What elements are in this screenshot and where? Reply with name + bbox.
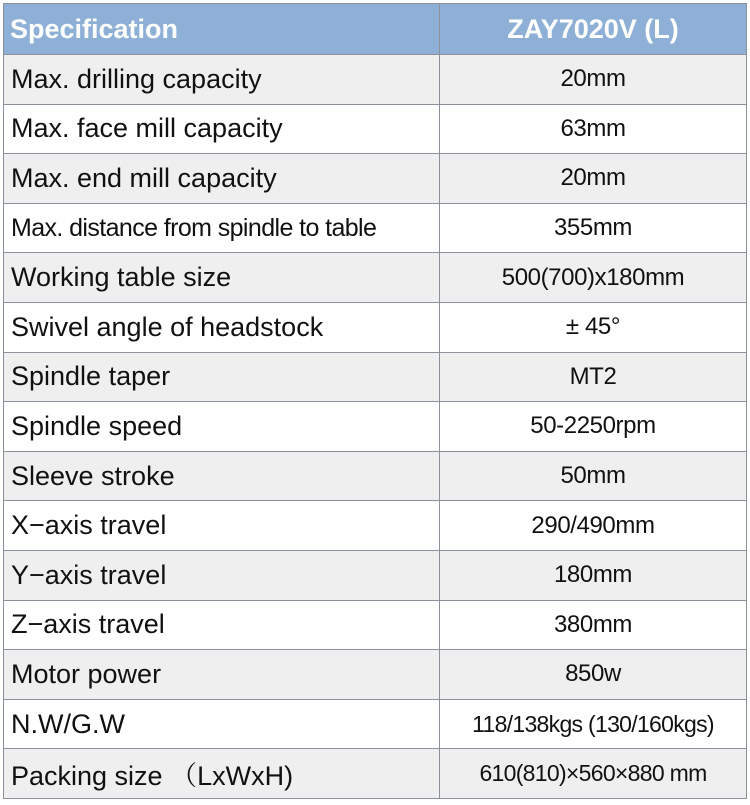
spec-value: 20mm (440, 154, 747, 204)
spec-label: Spindle taper (4, 352, 440, 402)
spec-value: 610(810)×560×880 mm (440, 749, 747, 799)
spec-value: 50mm (440, 451, 747, 501)
spec-value: 355mm (440, 203, 747, 253)
spec-column-header: Specification (4, 4, 440, 55)
spec-label: Motor power (4, 650, 440, 700)
table-header (4, 4, 747, 55)
spec-value: MT2 (440, 352, 747, 402)
specification-table (3, 3, 747, 799)
spec-label: Spindle speed (4, 402, 440, 452)
spec-value: 180mm (440, 550, 747, 600)
model-column-header: ZAY7020V (L) (440, 4, 747, 55)
table-row (4, 600, 747, 650)
spec-label: N.W/G.W (4, 699, 440, 749)
table-row (4, 451, 747, 501)
table-row (4, 104, 747, 154)
spec-label: Sleeve stroke (4, 451, 440, 501)
spec-label: Max. drilling capacity (4, 55, 440, 105)
spec-label: Max. distance from spindle to table (4, 203, 440, 253)
spec-value: 380mm (440, 600, 747, 650)
table-row (4, 203, 747, 253)
spec-label: X−axis travel (4, 501, 440, 551)
table-row (4, 749, 747, 799)
table-row (4, 550, 747, 600)
spec-value: 290/490mm (440, 501, 747, 551)
table-row (4, 501, 747, 551)
table-row (4, 55, 747, 105)
spec-value: 63mm (440, 104, 747, 154)
spec-value: 118/138kgs (130/160kgs) (440, 699, 747, 749)
spec-label: Packing size （LxWxH) (4, 749, 440, 799)
table-row (4, 402, 747, 452)
spec-value: 850w (440, 650, 747, 700)
table-row (4, 302, 747, 352)
spec-label: Y−axis travel (4, 550, 440, 600)
spec-value: 20mm (440, 55, 747, 105)
spec-label: Z−axis travel (4, 600, 440, 650)
table-row (4, 650, 747, 700)
spec-label: Max. end mill capacity (4, 154, 440, 204)
spec-value: 500(700)x180mm (440, 253, 747, 303)
table-body (4, 55, 747, 799)
table-row (4, 253, 747, 303)
table-row (4, 352, 747, 402)
spec-value: 50-2250rpm (440, 402, 747, 452)
spec-label: Working table size (4, 253, 440, 303)
spec-label: Swivel angle of headstock (4, 302, 440, 352)
table-row (4, 154, 747, 204)
table-row (4, 699, 747, 749)
spec-value: ± 45° (440, 302, 747, 352)
spec-label: Max. face mill capacity (4, 104, 440, 154)
header-row (4, 4, 747, 55)
